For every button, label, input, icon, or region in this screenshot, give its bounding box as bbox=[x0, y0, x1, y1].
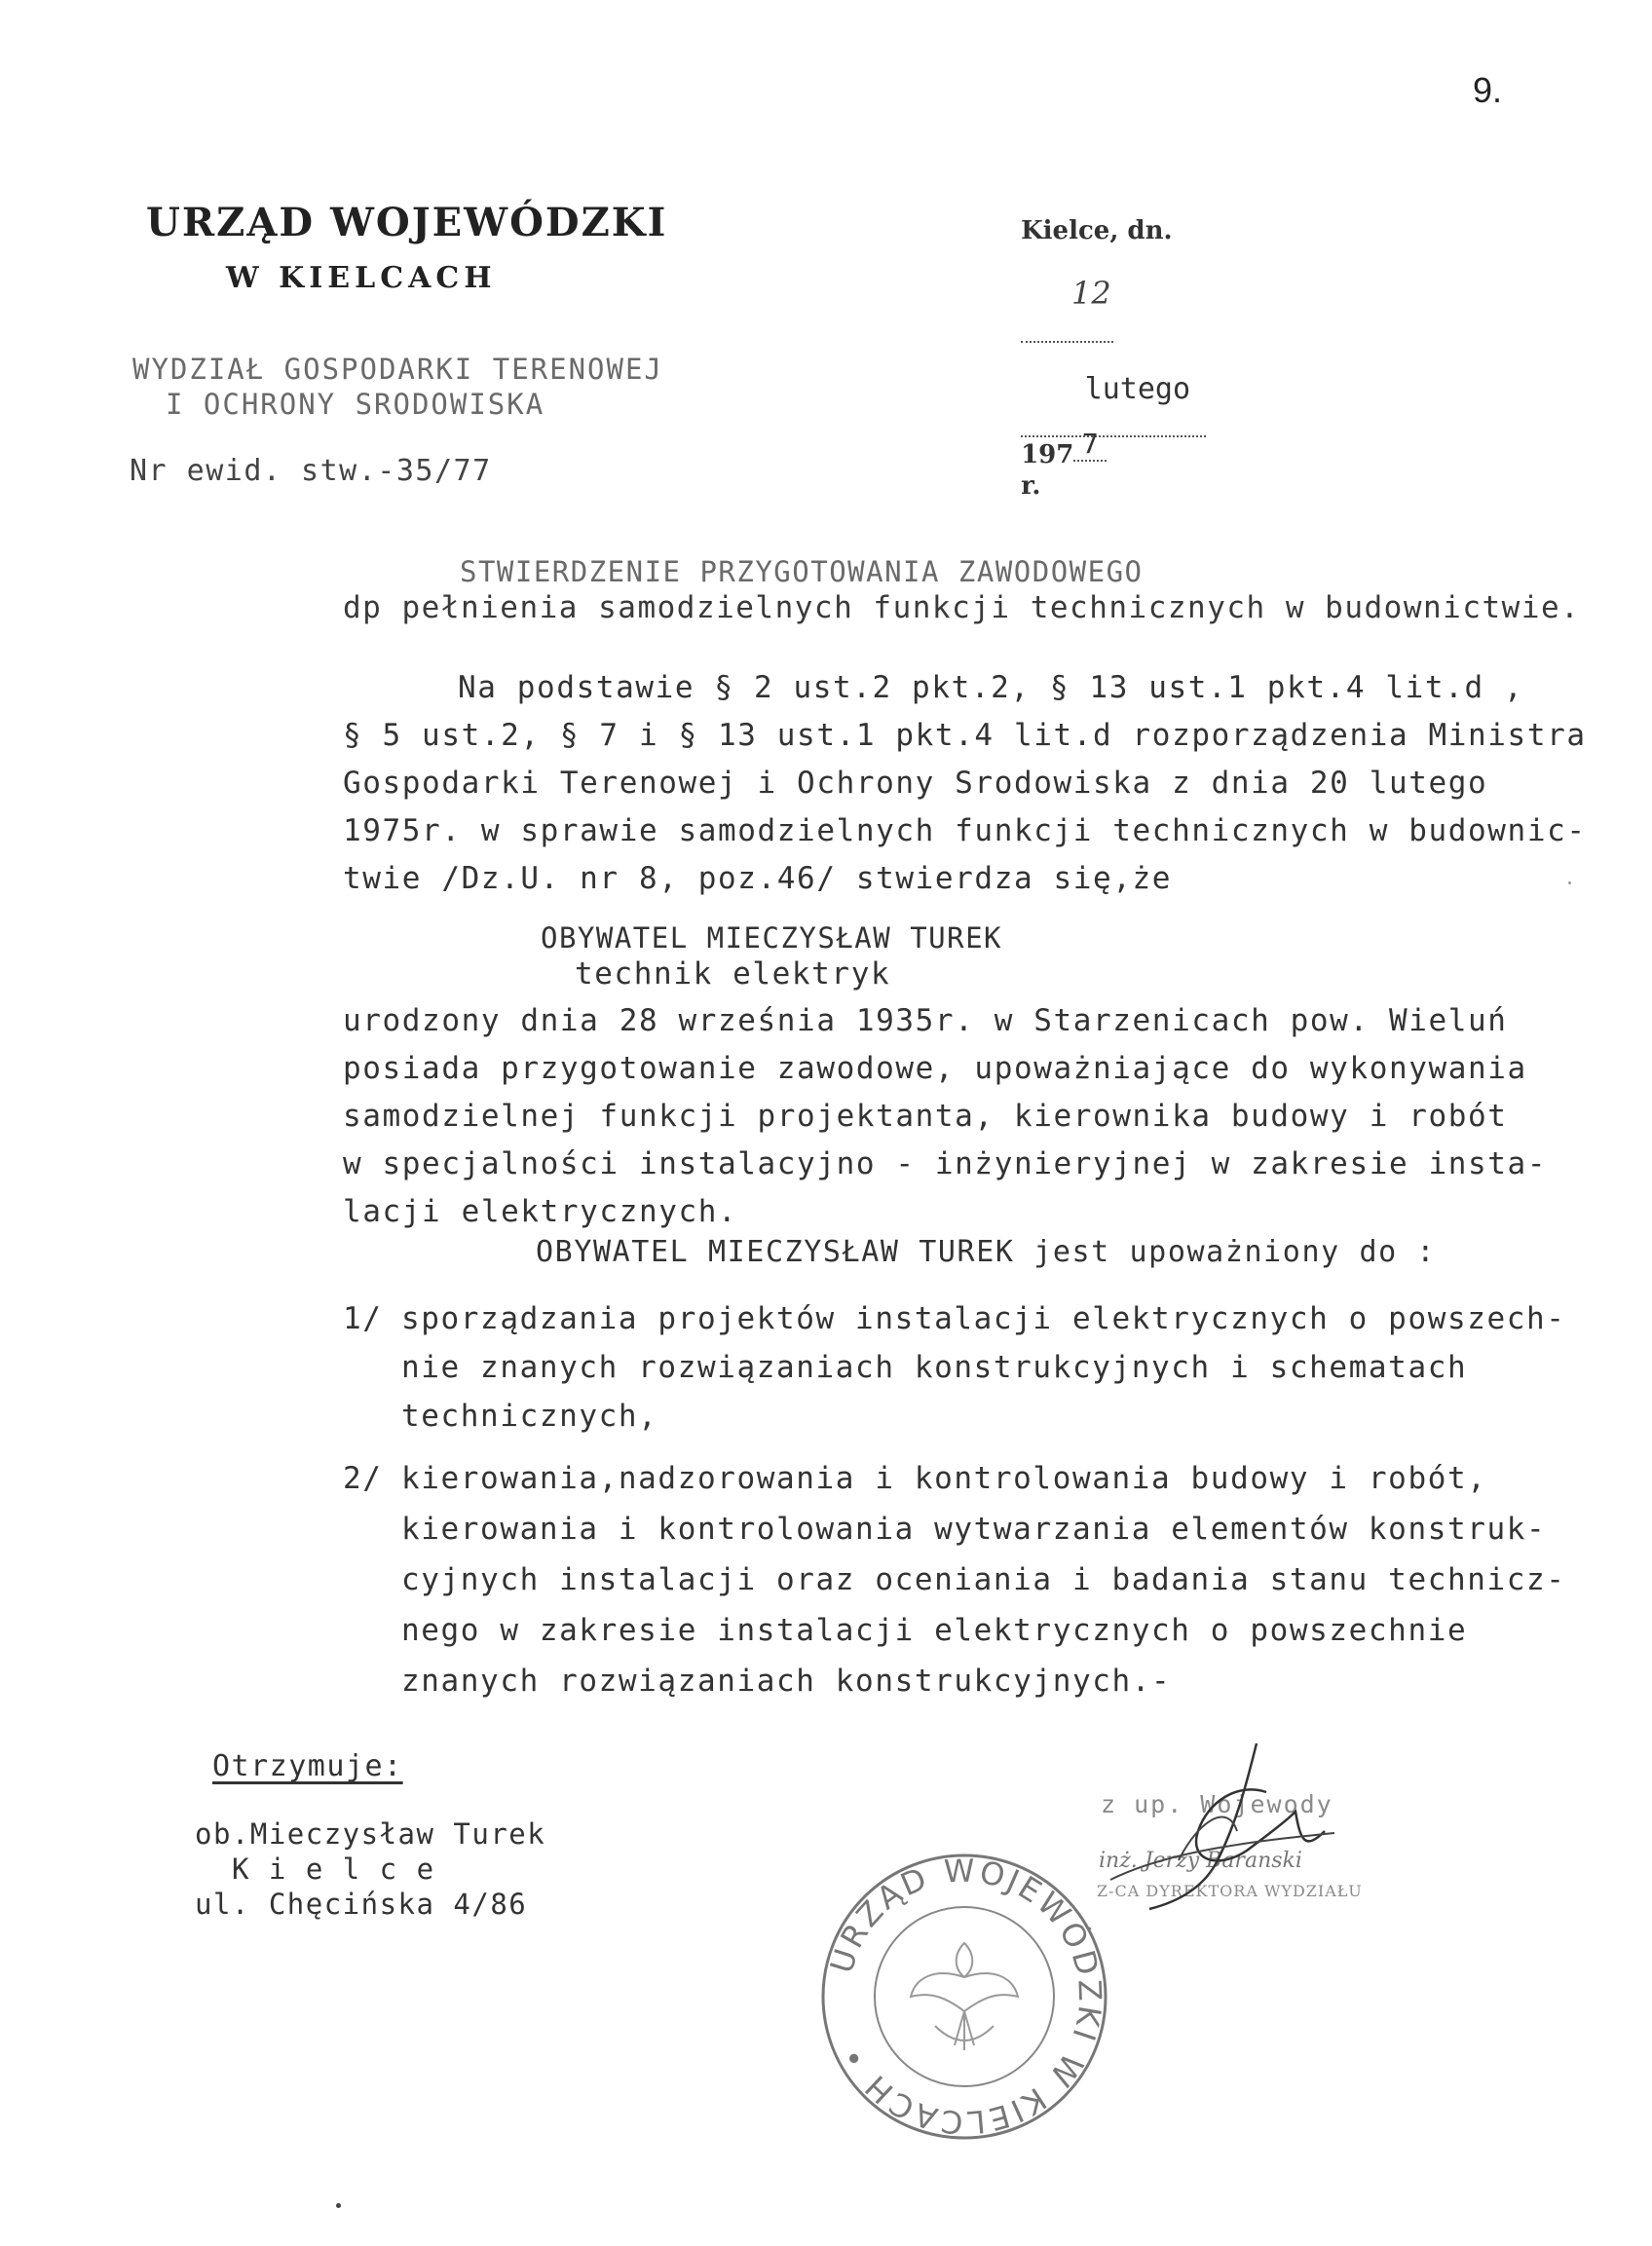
signature-title-stamp: Z-CA DYREKTORA WYDZIAŁU bbox=[1097, 1882, 1363, 1900]
date-day: 12 bbox=[1071, 275, 1111, 312]
person-name: OBYWATEL MIECZYSŁAW TUREK bbox=[541, 921, 1002, 955]
recipient-city: K i e l c e bbox=[232, 1853, 435, 1886]
recipient-heading: Otrzymuje: bbox=[212, 1749, 403, 1783]
svg-text:URZĄD WOJEWÓDZKI W KIELCACH • bbox=[823, 1853, 1109, 2142]
item-line: technicznych, bbox=[401, 1399, 658, 1434]
eagle-emblem-icon bbox=[911, 1943, 1018, 2050]
date-month-field bbox=[1021, 343, 1206, 437]
item-line: kierowania,nadzorowania i kontrolowania budowy i robót, bbox=[401, 1461, 1487, 1496]
reference-number: Nr ewid. stw.-35/77 bbox=[130, 454, 492, 488]
qualification-line: posiada przygotowanie zawodowe, upoważniające do wykonywania bbox=[343, 1051, 1527, 1086]
qualification-line: w specjalności instalacyjno - inżynieryjnej w zakresie insta- bbox=[343, 1146, 1548, 1181]
office-name: URZĄD WOJEWÓDZKI bbox=[146, 200, 668, 245]
signature-role-stamp: z up. Wojewody bbox=[1101, 1790, 1333, 1818]
stray-dot bbox=[336, 2203, 341, 2208]
date-suffix: r. bbox=[1021, 471, 1041, 501]
recipient-street: ul. Chęcińska 4/86 bbox=[195, 1888, 528, 1921]
recipient-name: ob.Mieczysław Turek bbox=[195, 1817, 546, 1851]
date-line bbox=[989, 187, 1206, 530]
document-title: STWIERDZENIE PRZYGOTOWANIA ZAWODOWEGO bbox=[460, 555, 1144, 588]
qualification-line: lacji elektrycznych. bbox=[343, 1194, 738, 1229]
item-line: nego w zakresie instalacji elektrycznych o powszechnie bbox=[401, 1613, 1468, 1648]
basis-line: twie /Dz.U. nr 8, poz.46/ stwierdza się,że bbox=[343, 861, 1173, 896]
item-line: nie znanych rozwiązaniach konstrukcyjnych i schematach bbox=[401, 1350, 1468, 1385]
document-subtitle: dp pełnienia samodzielnych funkcji technicznych w budownictwie. bbox=[343, 590, 1581, 625]
item-line: znanych rozwiązaniach konstrukcyjnych.- bbox=[401, 1664, 1172, 1699]
item-number: 1/ bbox=[343, 1301, 383, 1336]
qualification-line: samodzielnej funkcji projektanta, kierownika budowy i robót bbox=[343, 1099, 1508, 1134]
item-line: kierowania i kontrolowania wytwarzania elementów konstruk- bbox=[401, 1512, 1547, 1547]
basis-line: § 5 ust.2, § 7 i § 13 ust.1 pkt.4 lit.d rozporządzenia Ministra bbox=[343, 718, 1587, 753]
official-seal bbox=[818, 1851, 1110, 2143]
office-city: W KIELCACH bbox=[226, 261, 497, 295]
place-prefix: Kielce, dn. bbox=[1021, 216, 1173, 245]
handwritten-signature bbox=[1091, 1743, 1412, 1919]
seal-text: URZĄD WOJEWÓDZKI W KIELCACH • bbox=[822, 1852, 1109, 2142]
basis-line: 1975r. w sprawie samodzielnych funkcji technicznych w budownic- bbox=[343, 813, 1587, 848]
item-line: sporządzania projektów instalacji elektrycznych o powszech- bbox=[401, 1301, 1566, 1336]
signature-name-stamp: inż. Jerzy Baranski bbox=[1099, 1849, 1302, 1873]
date-year-prefix: 197 bbox=[1021, 440, 1074, 469]
date-month: lutego bbox=[1084, 372, 1191, 406]
item-number: 2/ bbox=[343, 1461, 383, 1496]
authorization-intro: OBYWATEL MIECZYSŁAW TUREK jest upoważniony do : bbox=[536, 1235, 1437, 1269]
date-year-digit: 7 bbox=[1081, 428, 1099, 460]
date-day-field bbox=[1021, 245, 1113, 343]
basis-line: Gospodarki Terenowej i Ochrony Srodowiska z dnia 20 lutego bbox=[343, 766, 1488, 801]
qualification-line: urodzony dnia 28 września 1935r. w Starzenicach pow. Wieluń bbox=[343, 1003, 1508, 1038]
department-line1: WYDZIAŁ GOSPODARKI TERENOWEJ bbox=[132, 353, 663, 386]
page-number: 9. bbox=[1473, 70, 1503, 110]
item-line: cyjnych instalacji oraz oceniania i badania stanu technicz- bbox=[401, 1562, 1566, 1597]
department-line2: I OCHRONY SRODOWISKA bbox=[166, 388, 545, 421]
person-profession: technik elektryk bbox=[575, 956, 891, 992]
date-year-field bbox=[1073, 428, 1107, 462]
stray-dot bbox=[1568, 881, 1571, 884]
basis-line: Na podstawie § 2 ust.2 pkt.2, § 13 ust.1 pkt.4 lit.d , bbox=[458, 670, 1524, 705]
